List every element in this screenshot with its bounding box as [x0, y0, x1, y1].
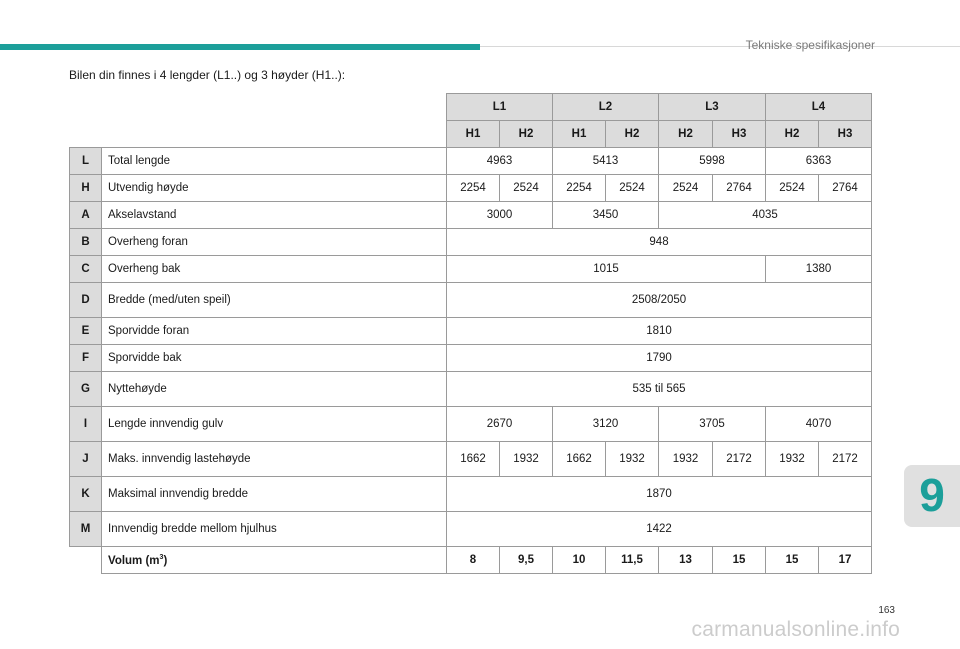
cell-value: 2764 — [819, 175, 872, 202]
cell-value: 2764 — [713, 175, 766, 202]
row-letter: I — [70, 407, 102, 442]
row-letter: C — [70, 256, 102, 283]
row-label: Overheng foran — [102, 229, 447, 256]
cell-value: 1662 — [447, 442, 500, 477]
volume-value: 11,5 — [606, 547, 659, 574]
row-label: Nyttehøyde — [102, 372, 447, 407]
height-header-row — [70, 121, 872, 148]
table-row — [70, 442, 872, 477]
row-label: Lengde innvendig gulv — [102, 407, 447, 442]
cell-value: 1422 — [447, 512, 872, 547]
length-header: L2 — [553, 94, 659, 121]
length-header: L3 — [659, 94, 766, 121]
cell-value: 2254 — [447, 175, 500, 202]
table-row — [70, 477, 872, 512]
row-label: Bredde (med/uten speil) — [102, 283, 447, 318]
cell-value: 3450 — [553, 202, 659, 229]
table-row — [70, 345, 872, 372]
cell-value: 2524 — [659, 175, 713, 202]
row-label: Utvendig høyde — [102, 175, 447, 202]
height-header: H3 — [819, 121, 872, 148]
page-number: 163 — [878, 605, 895, 616]
cell-value: 6363 — [766, 148, 872, 175]
height-header: H1 — [447, 121, 500, 148]
table-row — [70, 175, 872, 202]
row-letter: E — [70, 318, 102, 345]
dimensions-table — [69, 93, 872, 574]
row-letter: L — [70, 148, 102, 175]
volume-value: 17 — [819, 547, 872, 574]
row-letter: F — [70, 345, 102, 372]
table-row — [70, 372, 872, 407]
chapter-number: 9 — [919, 469, 945, 521]
table-row — [70, 407, 872, 442]
height-header: H2 — [500, 121, 553, 148]
cell-value: 4963 — [447, 148, 553, 175]
cell-value: 2670 — [447, 407, 553, 442]
chapter-tab — [904, 465, 960, 527]
table-row — [70, 202, 872, 229]
row-letter: G — [70, 372, 102, 407]
volume-value: 15 — [766, 547, 819, 574]
header-accent-bar — [0, 44, 480, 50]
cell-value: 2524 — [500, 175, 553, 202]
cell-value: 1662 — [553, 442, 606, 477]
cell-value: 1810 — [447, 318, 872, 345]
cell-value: 2172 — [713, 442, 766, 477]
table-row — [70, 512, 872, 547]
volume-value: 10 — [553, 547, 606, 574]
height-header: H2 — [766, 121, 819, 148]
volume-value: 13 — [659, 547, 713, 574]
cell-value: 1932 — [766, 442, 819, 477]
row-letter: H — [70, 175, 102, 202]
watermark: carmanualsonline.info — [691, 618, 900, 641]
cell-value: 3120 — [553, 407, 659, 442]
row-letter: A — [70, 202, 102, 229]
row-letter: D — [70, 283, 102, 318]
cell-value: 2172 — [819, 442, 872, 477]
header-rule — [480, 46, 960, 47]
cell-value: 1932 — [500, 442, 553, 477]
length-header: L1 — [447, 94, 553, 121]
row-label: Overheng bak — [102, 256, 447, 283]
cell-value: 1870 — [447, 477, 872, 512]
cell-value: 3705 — [659, 407, 766, 442]
table-row — [70, 318, 872, 345]
cell-value: 1932 — [659, 442, 713, 477]
volume-label: Volum $(m^3)$ — [102, 547, 447, 574]
cell-value: 1015 — [447, 256, 766, 283]
cell-value: 2524 — [766, 175, 819, 202]
row-label: Sporvidde bak — [102, 345, 447, 372]
cell-value: 5998 — [659, 148, 766, 175]
cell-value: 4035 — [659, 202, 872, 229]
row-label: Innvendig bredde mellom hjulhus — [102, 512, 447, 547]
height-header: H1 — [553, 121, 606, 148]
length-header-row — [70, 94, 872, 121]
volume-row — [70, 547, 872, 574]
row-label: Maks. innvendig lastehøyde — [102, 442, 447, 477]
volume-value: 15 — [713, 547, 766, 574]
table-row — [70, 229, 872, 256]
cell-value: 4070 — [766, 407, 872, 442]
cell-value: 2254 — [553, 175, 606, 202]
height-header: H2 — [606, 121, 659, 148]
cell-value: 5413 — [553, 148, 659, 175]
volume-value: 9,5 — [500, 547, 553, 574]
length-header: L4 — [766, 94, 872, 121]
cell-value: 948 — [447, 229, 872, 256]
row-letter: J — [70, 442, 102, 477]
row-letter: B — [70, 229, 102, 256]
height-header: H2 — [659, 121, 713, 148]
cell-value: 2524 — [606, 175, 659, 202]
volume-value: 8 — [447, 547, 500, 574]
cell-value: 2508/2050 — [447, 283, 872, 318]
cell-value: 1380 — [766, 256, 872, 283]
row-label: Total lengde — [102, 148, 447, 175]
row-label: Sporvidde foran — [102, 318, 447, 345]
row-letter: K — [70, 477, 102, 512]
row-letter: M — [70, 512, 102, 547]
table-row — [70, 283, 872, 318]
table-row — [70, 256, 872, 283]
cell-value: 1932 — [606, 442, 659, 477]
intro-text: Bilen din finnes i 4 lengder (L1..) og 3 høyder (H1..): — [69, 68, 346, 82]
row-label: Akselavstand — [102, 202, 447, 229]
table-row — [70, 148, 872, 175]
cell-value: 3000 — [447, 202, 553, 229]
cell-value: 535 til 565 — [447, 372, 872, 407]
section-title: Tekniske spesifikasjoner — [745, 38, 875, 52]
cell-value: 1790 — [447, 345, 872, 372]
height-header: H3 — [713, 121, 766, 148]
row-label: Maksimal innvendig bredde — [102, 477, 447, 512]
